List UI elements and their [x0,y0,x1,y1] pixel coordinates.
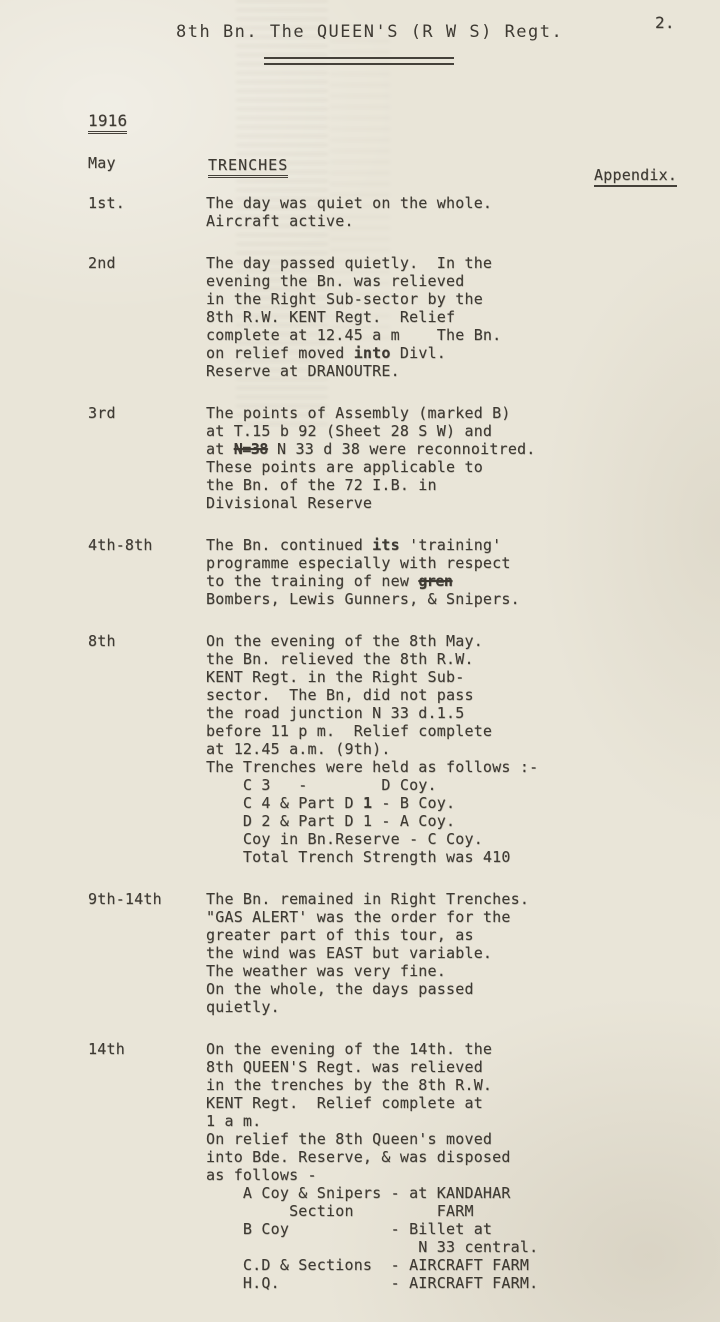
entry-line: on relief moved into Divl. [206,344,447,362]
entry-line: KENT Regt. in the Right Sub- [206,668,465,686]
overtyped-text: into [353,344,391,362]
entry-date: 4th-8th [88,536,153,554]
entry-line: the Bn. relieved the 8th R.W. [206,650,474,668]
entries [88,194,708,1292]
entry-line: the wind was EAST but variable. [206,944,493,962]
entry-line: Divisional Reserve [206,494,373,512]
entry-line: The Trenches were held as follows :- [206,758,539,776]
entry-body [206,890,529,1016]
entry-line: to the training of new gren [206,572,453,590]
diary-entry [88,404,708,512]
entry-line: in the Right Sub-sector by the [206,290,483,308]
section-heading: TRENCHES [208,156,288,178]
entry-line: Reserve at DRANOUTRE. [206,362,400,380]
entry-line: sector. The Bn, did not pass [206,686,474,704]
entry-line: at N=38 N 33 d 38 were reconnoitred. [206,440,536,458]
entry-line: The points of Assembly (marked B) [206,404,511,422]
entry-body [206,536,520,608]
overtyped-text: 1 [362,794,373,812]
diary-entry [88,632,708,866]
entry-line: greater part of this tour, as [206,926,474,944]
entry-line: before 11 p m. Relief complete [206,722,493,740]
entry-line: the road junction N 33 d.1.5 [206,704,465,722]
entry-line: On the evening of the 14th. the [206,1040,493,1058]
entry-date: 3rd [88,404,116,422]
diary-entry [88,536,708,608]
entry-line: On the whole, the days passed [206,980,474,998]
entry-line: 8th QUEEN'S Regt. was relieved [206,1058,483,1076]
entry-line: "GAS ALERT' was the order for the [206,908,511,926]
entry-line: C 4 & Part D 1 - B Coy. [206,794,456,812]
entry-line: D 2 & Part D 1 - A Coy. [206,812,456,830]
entry-line: evening the Bn. was relieved [206,272,465,290]
entry-line: Total Trench Strength was 410 [206,848,511,866]
entry-line: the Bn. of the 72 I.B. in [206,476,437,494]
diary-entry [88,890,708,1016]
entry-line: programme especially with respect [206,554,511,572]
struck-out-text: N=38 [233,440,268,458]
entry-line: The Bn. continued its 'training' [206,536,502,554]
diary-entry [88,254,708,380]
entry-line: Aircraft active. [206,212,354,230]
appendix-heading: Appendix. [594,166,677,187]
entry-line: A Coy & Snipers - at KANDAHAR [206,1184,511,1202]
entry-line: B Coy - Billet at [206,1220,493,1238]
entry-line: at T.15 b 92 (Sheet 28 S W) and [206,422,493,440]
overtyped-text: its [372,536,400,554]
page-number: 2. [655,13,675,32]
title-rule [264,57,454,65]
entry-line: C 3 - D Coy. [206,776,437,794]
entry-line: at 12.45 a.m. (9th). [206,740,391,758]
entry-date: 14th [88,1040,125,1058]
year-heading: 1916 [88,112,127,134]
page-title: 8th Bn. The QUEEN'S (R W S) Regt. [176,22,564,42]
entry-date: 2nd [88,254,116,272]
entry-line: Coy in Bn.Reserve - C Coy. [206,830,483,848]
entry-line: Section FARM [206,1202,474,1220]
entry-date: 1st. [88,194,125,212]
entry-body [206,1040,538,1292]
diary-entry [88,1040,708,1292]
entry-line: These points are applicable to [206,458,483,476]
entry-line: The weather was very fine. [206,962,446,980]
entry-body [206,632,538,866]
entry-line: KENT Regt. Relief complete at [206,1094,483,1112]
entry-line: 1 a m. [206,1112,262,1130]
month-label: May [88,154,116,172]
diary-entry [88,194,708,230]
entry-date: 9th-14th [88,890,162,908]
entry-line: On relief the 8th Queen's moved [206,1130,493,1148]
entry-line: C.D & Sections - AIRCRAFT FARM [206,1256,530,1274]
entry-line: The day was quiet on the whole. [206,194,493,212]
entry-line: The Bn. remained in Right Trenches. [206,890,530,908]
entry-line: quietly. [206,998,280,1016]
entry-line: Bombers, Lewis Gunners, & Snipers. [206,590,520,608]
entry-line: H.Q. - AIRCRAFT FARM. [206,1274,539,1292]
entry-body [206,404,536,512]
entry-line: On the evening of the 8th May. [206,632,483,650]
entry-line: N 33 central. [206,1238,539,1256]
entry-line: complete at 12.45 a m The Bn. [206,326,502,344]
entry-line: in the trenches by the 8th R.W. [206,1076,493,1094]
entry-line: as follows - [206,1166,317,1184]
entry-body [206,254,501,380]
entry-body [206,194,492,230]
struck-out-text: gren [418,572,453,590]
entry-date: 8th [88,632,116,650]
entry-line: The day passed quietly. In the [206,254,493,272]
entry-line: into Bde. Reserve, & was disposed [206,1148,511,1166]
entry-line: 8th R.W. KENT Regt. Relief [206,308,456,326]
